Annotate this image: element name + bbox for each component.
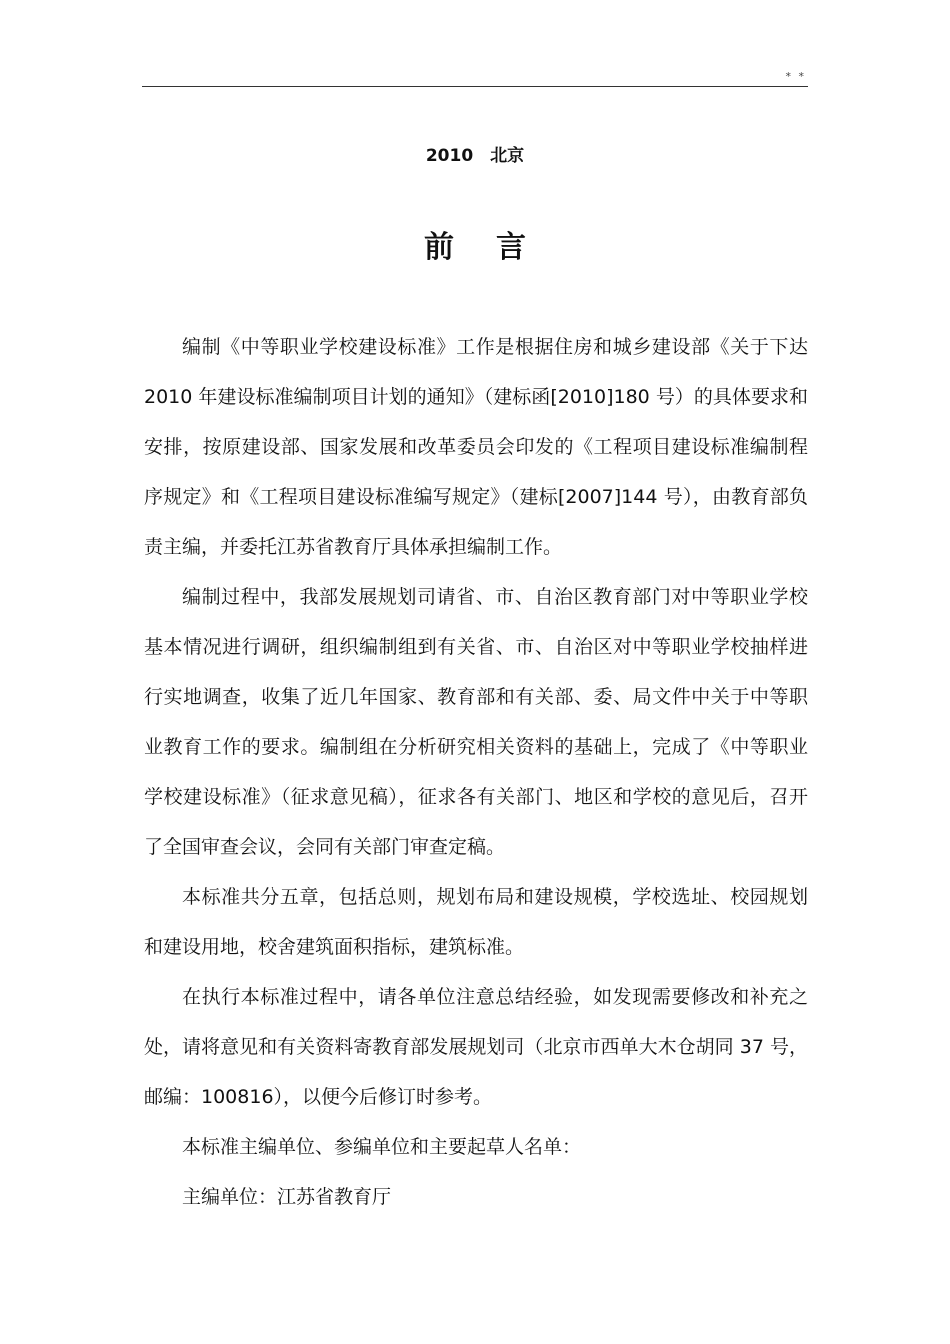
paragraph-basis: 编制《中等职业学校建设标准》工作是根据住房和城乡建设部《关于下达2010 年建设标准编制项目计划的通知》（建标函[2010]180 号）的具体要求和安排，按原建设部、国家发展和改革委员会印发的《工程项目建设标准编制程序规定》和《工程项目建设标准编写规定》（建标[2007]144 号），由教育部负责主编，并委托江苏省教育厅具体承担编制工作。 [144,336,808,558]
paragraph-process: 编制过程中，我部发展规划司请省、市、自治区教育部门对中等职业学校基本情况进行调研，组织编制组到有关省、市、自治区对中等职业学校抽样进行实地调查，收集了近几年国家、教育部和有关部、委、局文件中关于中等职业教育工作的要求。编制组在分析研究相关资料的基础上，完成了《中等职业学校建设标准》（征求意见稿），征求各有关部门、地区和学校的意见后，召开了全国审查会议，会同有关部门审查定稿。 [144,586,808,858]
header-mark: * * [785,70,806,83]
header-rule [142,86,808,87]
place-year: 2010 北京 [425,146,525,166]
paragraph-drafters-intro: 本标准主编单位、参编单位和主要起草人名单： [182,1136,582,1158]
document-body [144,322,808,1222]
paragraph-chapters: 本标准共分五章，包括总则，规划布局和建设规模，学校选址、校园规划和建设用地，校舍建筑面积指标，建筑标准。 [144,886,808,958]
paragraph-chief-editor: 主编单位：江苏省教育厅 [182,1186,392,1208]
page-title: 前言 [424,230,568,265]
paragraph-feedback: 在执行本标准过程中，请各单位注意总结经验，如发现需要修改和补充之处，请将意见和有关资料寄教育部发展规划司（北京市西单大木仓胡同 37 号，邮编：100816），以便今后修订时参考。 [144,986,808,1108]
